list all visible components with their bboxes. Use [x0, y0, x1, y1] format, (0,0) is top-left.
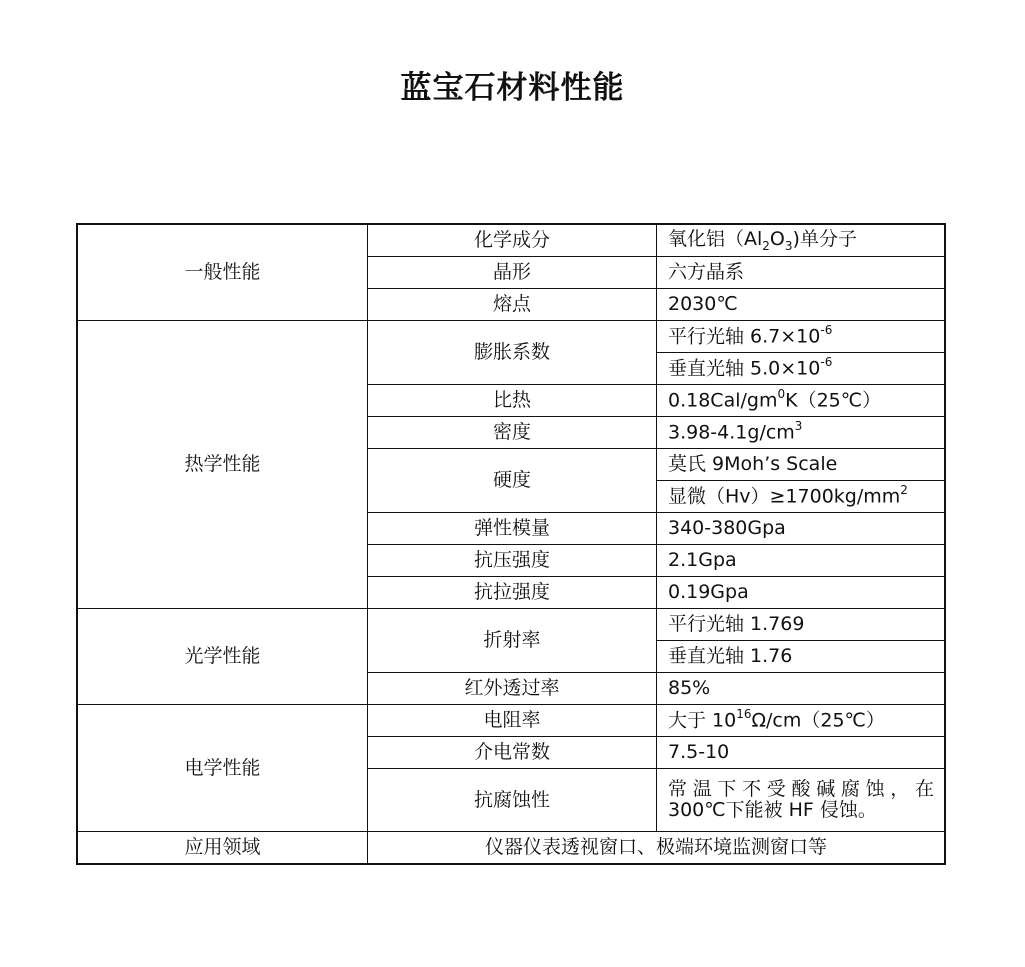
category-optical: 光学性能 [77, 609, 368, 705]
property-name: 熔点 [368, 289, 657, 321]
property-value: 莫氏 9Moh’s Scale [657, 449, 946, 481]
value-text: 大于 10 [668, 709, 737, 732]
superscript: 0 [777, 387, 786, 402]
properties-table [76, 223, 946, 865]
property-value [657, 417, 946, 449]
property-value [657, 385, 946, 417]
table-row [77, 832, 945, 865]
property-name: 介电常数 [368, 737, 657, 769]
property-value: 85% [657, 673, 946, 705]
property-name: 晶形 [368, 257, 657, 289]
superscript: 2 [900, 483, 908, 498]
property-value: 常温下不受酸碱腐蚀，在300℃下能被 HF 侵蚀。 [657, 769, 946, 832]
property-name: 抗拉强度 [368, 577, 657, 609]
property-name: 化学成分 [368, 224, 657, 257]
property-value: 垂直光轴 1.76 [657, 641, 946, 673]
category-thermal: 热学性能 [77, 321, 368, 609]
category-application: 应用领域 [77, 832, 368, 865]
property-value: 平行光轴 1.769 [657, 609, 946, 641]
property-value [657, 353, 946, 385]
property-name: 密度 [368, 417, 657, 449]
property-name: 红外透过率 [368, 673, 657, 705]
property-value [657, 481, 946, 513]
property-name: 折射率 [368, 609, 657, 673]
property-name: 膨胀系数 [368, 321, 657, 385]
property-name: 抗腐蚀性 [368, 769, 657, 832]
table-row [77, 224, 945, 257]
value-text: 平行光轴 6.7×10 [668, 325, 821, 348]
value-text: K（25℃） [785, 389, 882, 412]
superscript: -6 [820, 323, 833, 338]
page-title: 蓝宝石材料性能 [400, 70, 625, 106]
table-row [77, 705, 945, 737]
property-value [657, 705, 946, 737]
property-value: 0.19Gpa [657, 577, 946, 609]
property-value [657, 224, 946, 257]
value-text: )单分子 [792, 227, 857, 250]
value-text: 3.98-4.1g/cm [668, 421, 795, 444]
superscript: 3 [794, 419, 803, 434]
category-electrical: 电学性能 [77, 705, 368, 832]
property-name: 抗压强度 [368, 545, 657, 577]
value-text: 垂直光轴 5.0×10 [668, 357, 821, 380]
property-value: 2.1Gpa [657, 545, 946, 577]
superscript: 16 [736, 707, 752, 722]
value-text: 显微（Hv）≥1700kg/mm [668, 485, 901, 508]
property-value: 2030℃ [657, 289, 946, 321]
value-text: 0.18Cal/gm [668, 389, 778, 412]
table-row [77, 609, 945, 641]
value-text: O [769, 227, 785, 250]
application-value: 仪器仪表透视窗口、极端环境监测窗口等 [368, 832, 946, 865]
subscript: 2 [762, 238, 770, 253]
subscript: 3 [784, 238, 793, 253]
property-name: 硬度 [368, 449, 657, 513]
property-name: 弹性模量 [368, 513, 657, 545]
property-value: 340-380Gpa [657, 513, 946, 545]
category-general: 一般性能 [77, 224, 368, 321]
property-value: 六方晶系 [657, 257, 946, 289]
property-value: 7.5-10 [657, 737, 946, 769]
property-value [657, 321, 946, 353]
value-text: Ω/cm（25℃） [751, 709, 885, 732]
table-row [77, 321, 945, 353]
property-name: 电阻率 [368, 705, 657, 737]
property-name: 比热 [368, 385, 657, 417]
superscript: -6 [820, 355, 833, 370]
value-text: 氧化铝（Al [668, 227, 763, 250]
